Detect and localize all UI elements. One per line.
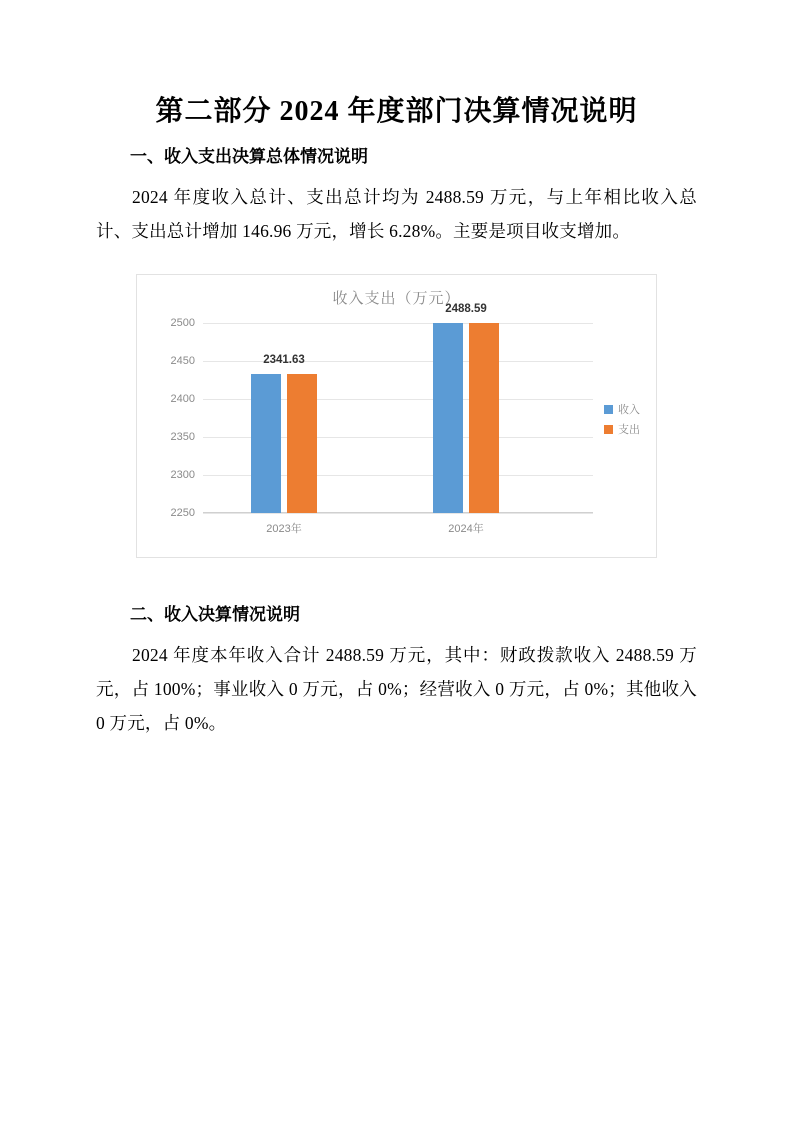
section-heading-2: 二、收入决算情况说明 <box>130 605 300 625</box>
spacer <box>96 558 697 588</box>
chart-title: 收入支出（万元） <box>332 290 461 308</box>
income-expense-bar-chart <box>136 274 657 558</box>
bar-group-2024 <box>431 303 501 536</box>
y-axis-tick: 2350 <box>170 431 195 444</box>
chart-legend <box>604 401 640 441</box>
section-paragraph-2: 2024 年度本年收入合计 2488.59 万元，其中：财政拨款收入 2488.59 万元，占 100%；事业收入 0 万元，占 0%；经营收入 0 万元，占 0%；其他收入 0 万元，占 0%。 <box>96 644 697 733</box>
bar-group-2023 <box>249 354 319 536</box>
legend-label-income: 收入 <box>618 404 640 417</box>
legend-item-income[interactable] <box>604 401 640 417</box>
legend-swatch-income-icon <box>604 405 613 414</box>
legend-swatch-expense-icon <box>604 425 613 434</box>
x-axis-tick-2023: 2023年 <box>266 523 302 536</box>
chart-plot-area <box>170 303 593 536</box>
y-axis-tick: 2250 <box>170 507 195 520</box>
gridline <box>170 507 593 520</box>
page-title: 第二部分 2024 年度部门决算情况说明 <box>155 96 638 127</box>
section-paragraph-1: 2024 年度收入总计、支出总计均为 2488.59 万元，与上年相比收入总计、支出总计增加 146.96 万元，增长 6.28%。主要是项目收支增加。 <box>96 186 697 242</box>
bar-value-label-2024: 2488.59 <box>445 303 487 316</box>
bar-expense-2024[interactable] <box>469 323 499 513</box>
y-axis-tick: 2400 <box>170 393 195 406</box>
bar-income-2023[interactable] <box>251 374 281 513</box>
gridline <box>170 317 593 330</box>
bar-income-2024[interactable] <box>433 323 463 513</box>
section-heading-1: 一、收入支出决算总体情况说明 <box>130 147 368 167</box>
y-axis-tick: 2300 <box>170 469 195 482</box>
chart-container <box>96 274 697 558</box>
y-axis-tick: 2500 <box>170 317 195 330</box>
y-axis-tick: 2450 <box>170 355 195 368</box>
legend-item-expense[interactable] <box>604 421 640 437</box>
bar-expense-2023[interactable] <box>287 374 317 513</box>
x-axis-tick-2024: 2024年 <box>448 523 484 536</box>
bar-value-label-2023: 2341.63 <box>263 354 305 367</box>
legend-label-expense: 支出 <box>618 424 640 437</box>
